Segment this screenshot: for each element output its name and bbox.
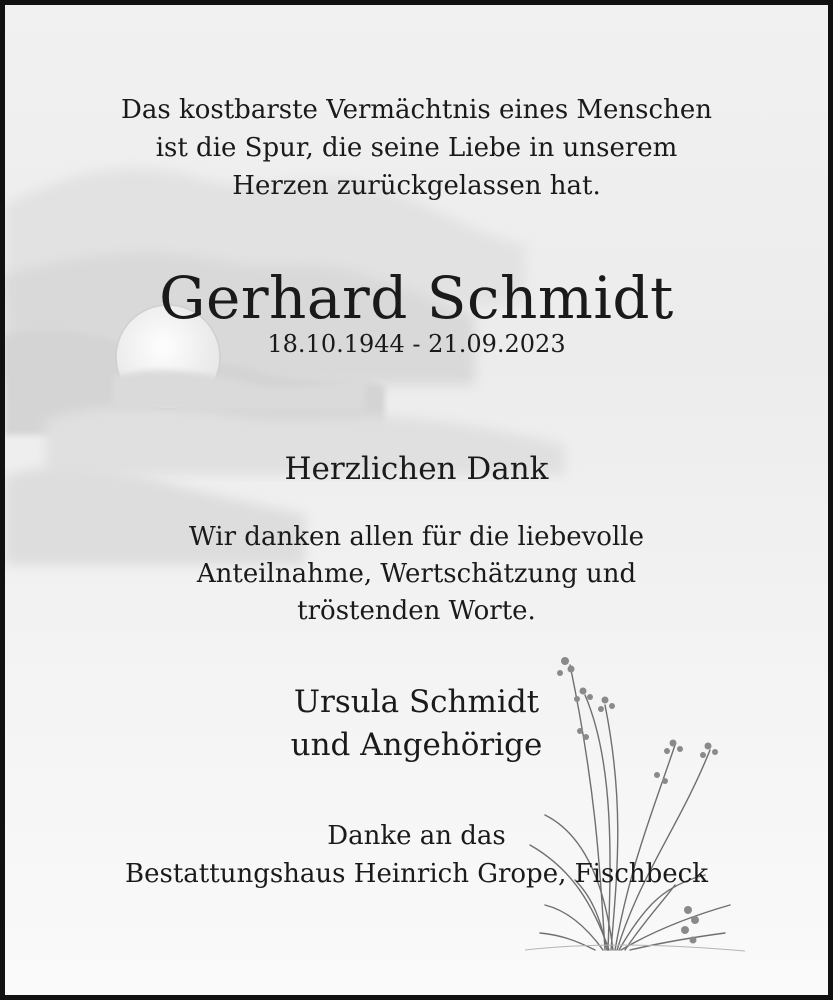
thanks-line: Wir danken allen für die liebevolle <box>189 522 644 552</box>
thanks-text <box>5 519 828 630</box>
signers <box>5 681 828 767</box>
thanks-line: tröstenden Worte. <box>297 596 536 626</box>
memorial-quote <box>5 91 828 205</box>
mountain-silhouettes <box>5 169 565 565</box>
life-dates: 18.10.1944 - 21.09.2023 <box>267 330 566 358</box>
quote-line: Das kostbarste Vermächtnis eines Menschen <box>121 95 712 125</box>
credit-line: Bestattungshaus Heinrich Grope, Fischbeck <box>125 859 708 889</box>
deceased-name: Gerhard Schmidt <box>159 264 674 332</box>
thanks-heading: Herzlichen Dank <box>284 451 549 487</box>
signer-line: und Angehörige <box>290 727 543 763</box>
quote-line: ist die Spur, die seine Liebe in unserem <box>155 133 678 163</box>
funeral-home-credit <box>5 817 828 893</box>
credit-line: Danke an das <box>327 821 506 851</box>
quote-line: Herzen zurückgelassen hat. <box>232 171 601 201</box>
thanks-line: Anteilnahme, Wertschätzung und <box>196 559 637 589</box>
signer-line: Ursula Schmidt <box>293 684 540 720</box>
